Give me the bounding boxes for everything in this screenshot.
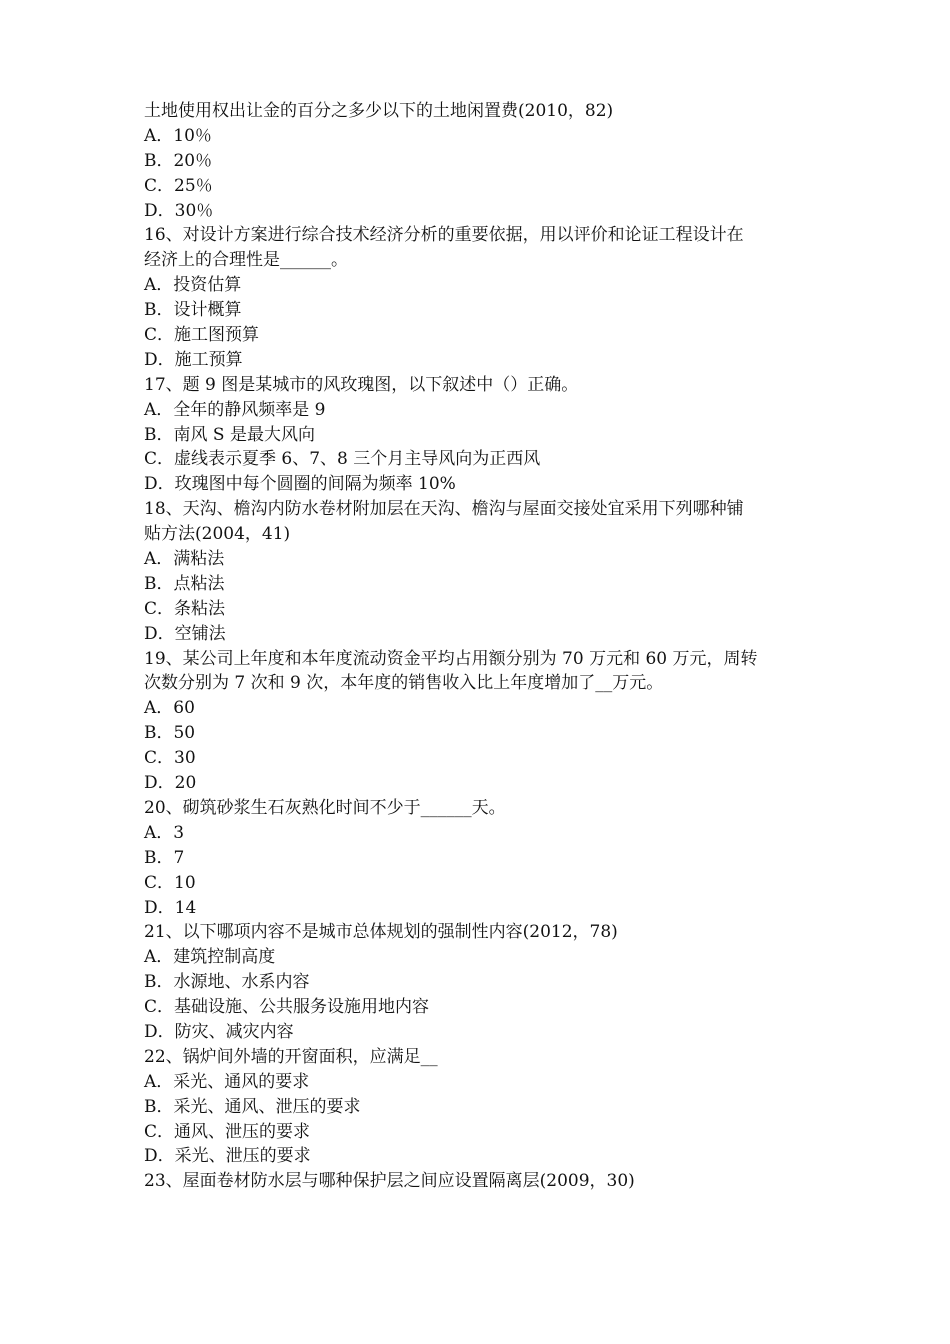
question-16-stem-line-2: 经济上的合理性是______。 bbox=[144, 250, 348, 271]
question-17-option-b: B．南风 S 是最大风向 bbox=[144, 424, 315, 445]
document-body bbox=[144, 99, 814, 1194]
question-20-option-d: D．14 bbox=[144, 897, 197, 918]
question-21-option-c: C．基础设施、公共服务设施用地内容 bbox=[144, 997, 430, 1018]
question-16-option-d: D．施工预算 bbox=[144, 349, 243, 370]
question-17-stem: 17、题 9 图是某城市的风玫瑰图，以下叙述中（）正确。 bbox=[144, 374, 579, 395]
question-16-stem-line-1: 16、对设计方案进行综合技术经济分析的重要依据，用以评价和论证工程设计在 bbox=[144, 225, 744, 246]
question-19-option-c: C．30 bbox=[144, 748, 196, 769]
question-19-option-b: B．50 bbox=[144, 723, 196, 744]
question-19-stem-line-1: 19、某公司上年度和本年度流动资金平均占用额分别为 70 万元和 60 万元，周转 bbox=[144, 648, 758, 669]
question-20-option-b: B．7 bbox=[144, 847, 185, 868]
question-16-option-a: A．投资估算 bbox=[144, 275, 242, 296]
question-18-option-a: A．满粘法 bbox=[144, 549, 225, 570]
question-15-option-d: D．30％ bbox=[144, 200, 214, 221]
question-15-option-c: C．25％ bbox=[144, 175, 213, 196]
question-18-option-d: D．空铺法 bbox=[144, 623, 226, 644]
question-22-option-d: D．采光、泄压的要求 bbox=[144, 1146, 311, 1167]
question-19-option-a: A．60 bbox=[144, 698, 195, 719]
question-15-stem-tail: 土地使用权出让金的百分之多少以下的土地闲置费(2010，82) bbox=[144, 101, 614, 121]
question-22-option-c: C．通风、泄压的要求 bbox=[144, 1121, 311, 1142]
question-15-option-b: B．20％ bbox=[144, 150, 213, 171]
question-18-option-b: B．点粘法 bbox=[144, 573, 225, 594]
question-23-stem: 23、屋面卷材防水层与哪种保护层之间应设置隔离层(2009，30) bbox=[144, 1171, 635, 1192]
question-18-stem-line-1: 18、天沟、檐沟内防水卷材附加层在天沟、檐沟与屋面交接处宜采用下列哪种铺 bbox=[144, 499, 744, 520]
question-21-option-b: B．水源地、水系内容 bbox=[144, 972, 310, 993]
question-15-option-a: A．10％ bbox=[144, 125, 212, 146]
question-20-option-a: A．3 bbox=[144, 822, 185, 843]
question-20-option-c: C．10 bbox=[144, 872, 196, 893]
question-22-option-a: A．采光、通风的要求 bbox=[144, 1071, 310, 1092]
question-16-option-c: C．施工图预算 bbox=[144, 325, 260, 346]
question-20-stem: 20、砌筑砂浆生石灰熟化时间不少于______天。 bbox=[144, 797, 506, 818]
question-21-option-d: D．防灾、减灾内容 bbox=[144, 1021, 294, 1042]
question-22-option-b: B．采光、通风、泄压的要求 bbox=[144, 1096, 361, 1117]
question-17-option-a: A．全年的静风频率是 9 bbox=[144, 399, 326, 420]
question-19-stem-line-2: 次数分别为 7 次和 9 次，本年度的销售收入比上年度增加了__万元。 bbox=[144, 673, 664, 694]
question-18-stem-line-2: 贴方法(2004，41) bbox=[144, 524, 291, 545]
question-16-option-b: B．设计概算 bbox=[144, 300, 242, 321]
question-18-option-c: C．条粘法 bbox=[144, 598, 226, 619]
question-17-option-c: C．虚线表示夏季 6、7、8 三个月主导风向为正西风 bbox=[144, 449, 541, 470]
question-22-stem: 22、锅炉间外墙的开窗面积，应满足__ bbox=[144, 1046, 438, 1067]
question-19-option-d: D．20 bbox=[144, 773, 197, 794]
question-21-stem: 21、以下哪项内容不是城市总体规划的强制性内容(2012，78) bbox=[144, 922, 618, 943]
question-21-option-a: A．建筑控制高度 bbox=[144, 947, 276, 968]
question-17-option-d: D．玫瑰图中每个圆圈的间隔为频率 10% bbox=[144, 474, 456, 495]
